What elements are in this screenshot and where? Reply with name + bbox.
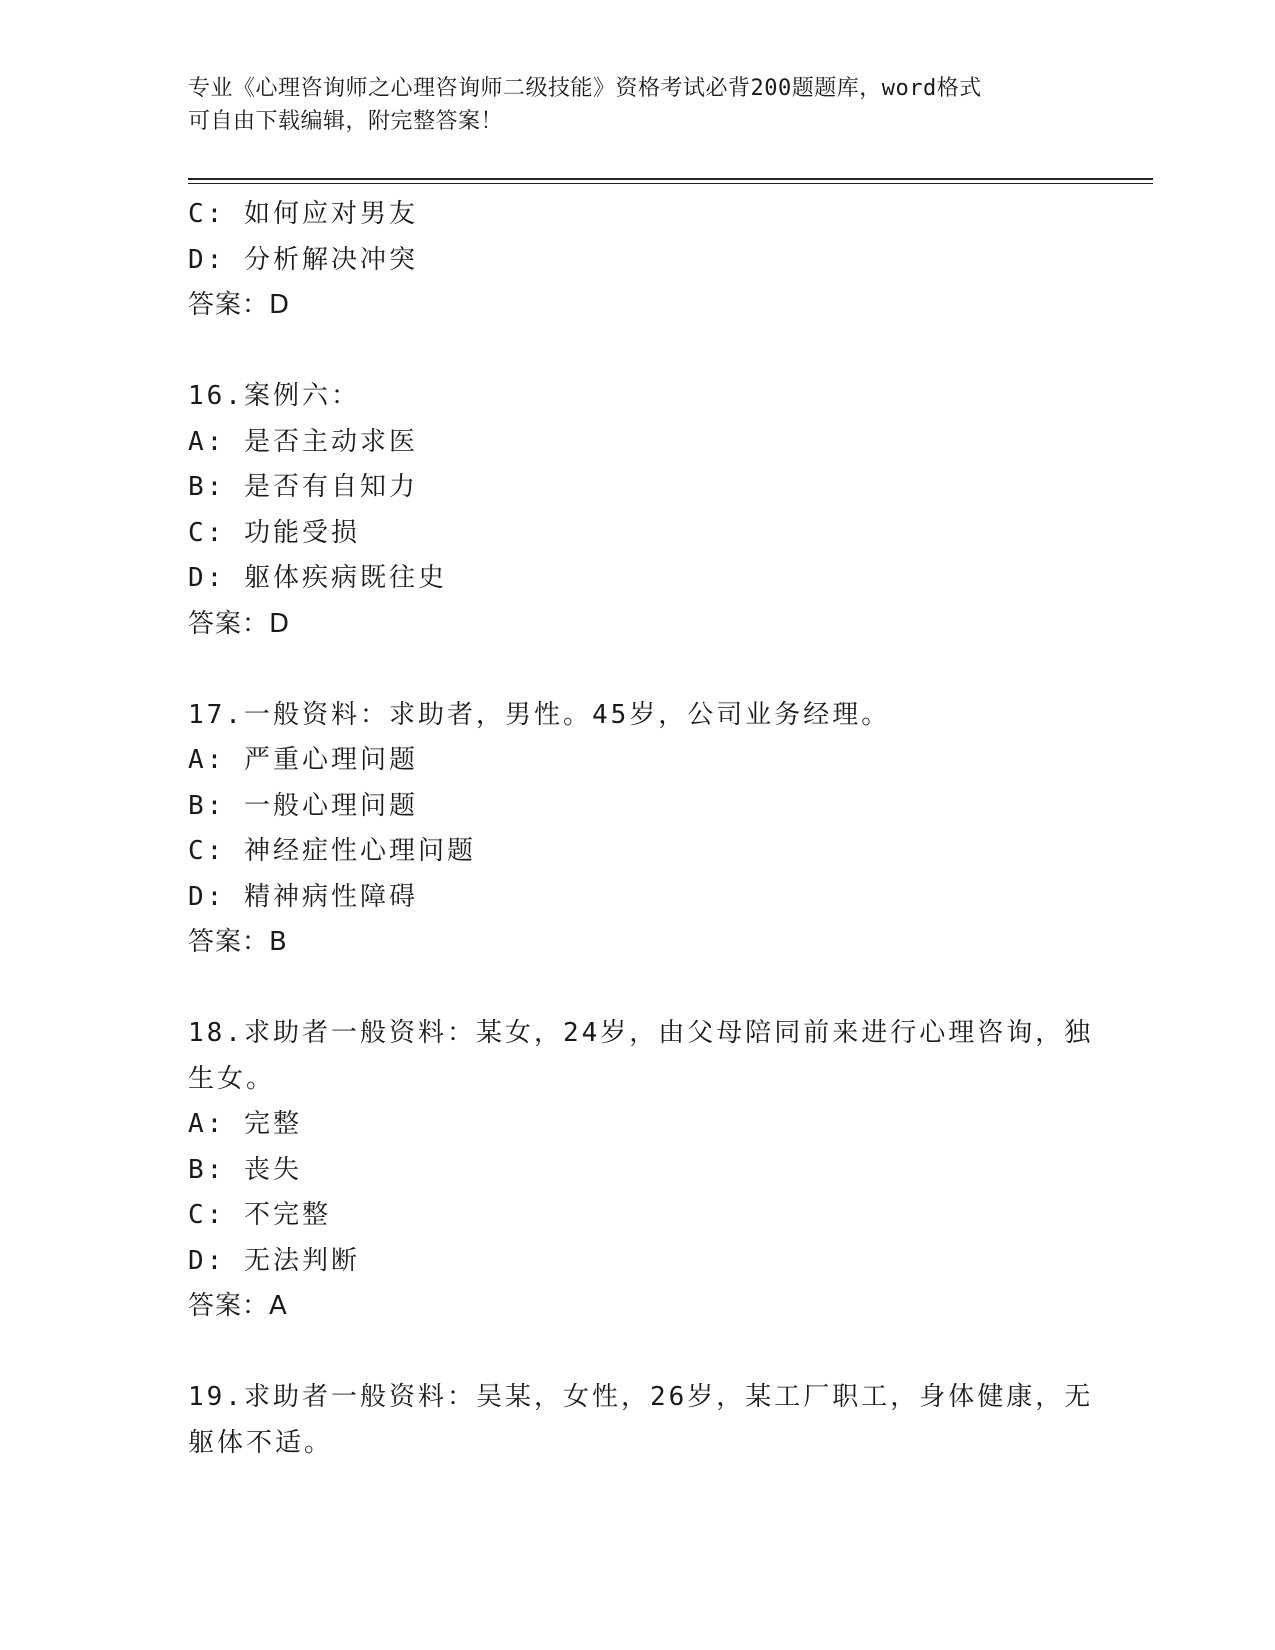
option-line: D: 躯体疾病既往史 (188, 563, 447, 593)
answer-line: 答案：D (188, 290, 291, 320)
header-title-line-1: 专业《心理咨询师之心理咨询师二级技能》资格考试必背200题题库，word格式 (188, 76, 982, 101)
option-line: B: 一般心理问题 (188, 790, 418, 821)
option-line: C: 如何应对男友 (188, 199, 418, 229)
option-line: C: 神经症性心理问题 (188, 836, 476, 866)
option-line: A: 完整 (188, 1109, 302, 1139)
header-title-line-2: 可自由下载编辑，附完整答案！ (188, 109, 504, 134)
option-line: B: 是否有自知力 (188, 472, 418, 502)
spacer (188, 647, 1088, 693)
document-header (188, 72, 1088, 138)
option-line: A: 是否主动求医 (188, 426, 418, 457)
question-text: 18.求助者一般资料：某女，24岁，由父母陪同前来进行心理咨询，独 (188, 1018, 1094, 1048)
header-divider-thick (188, 178, 1153, 180)
option-line: A: 严重心理问题 (188, 745, 418, 775)
question-list (188, 192, 1094, 1466)
spacer (188, 329, 1088, 375)
header-divider-thin (188, 183, 1153, 184)
question-text: 躯体不适。 (188, 1427, 334, 1458)
option-line: C: 功能受损 (188, 517, 360, 548)
option-line: D: 无法判断 (188, 1245, 360, 1276)
question-text: 16.案例六： (188, 381, 360, 411)
answer-line: 答案：B (188, 927, 288, 957)
question-text: 生女。 (188, 1063, 276, 1094)
option-line: B: 丧失 (188, 1154, 302, 1185)
spacer (188, 1330, 1088, 1376)
question-text: 19.求助者一般资料：吴某，女性，26岁，某工厂职工，身体健康，无 (188, 1382, 1094, 1412)
option-line: D: 分析解决冲突 (188, 244, 418, 275)
option-line: D: 精神病性障碍 (188, 881, 418, 912)
answer-line: 答案：D (188, 608, 291, 639)
question-text: 17.一般资料：求助者，男性。45岁，公司业务经理。 (188, 699, 891, 730)
spacer (188, 966, 1088, 1012)
answer-line: 答案：A (188, 1291, 288, 1321)
option-line: C: 不完整 (188, 1200, 331, 1230)
